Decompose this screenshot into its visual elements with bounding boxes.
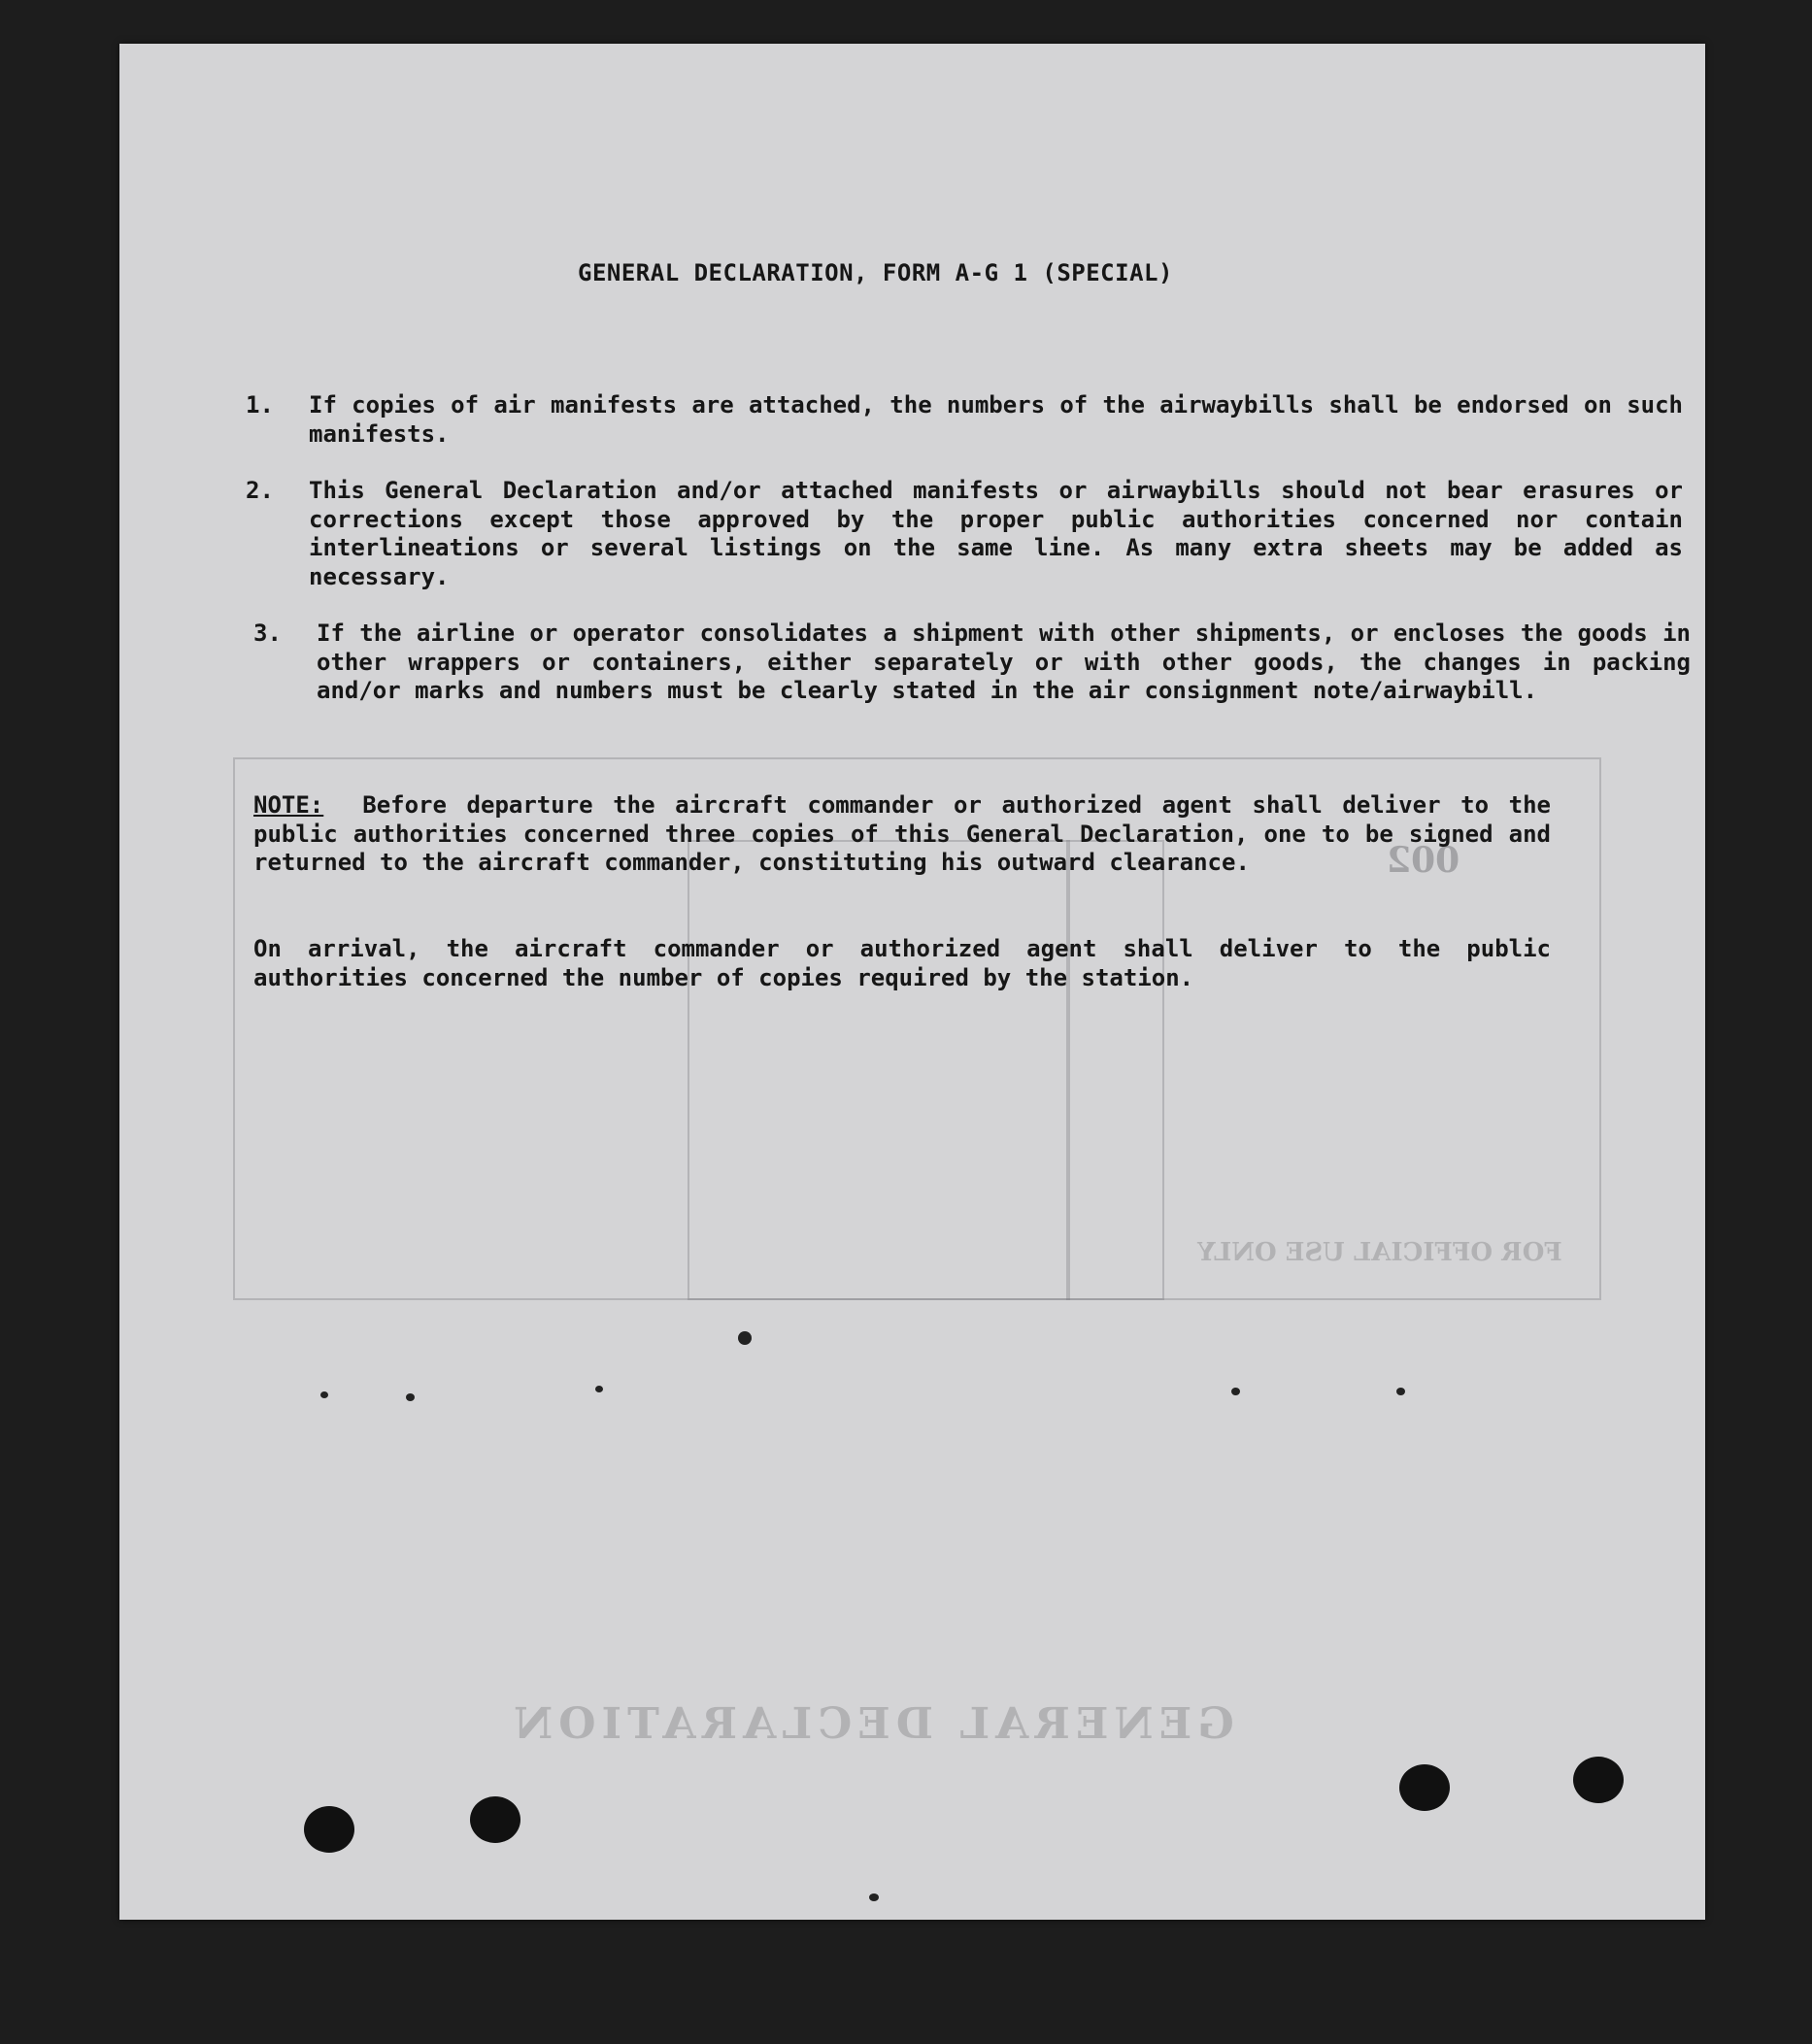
document-title: GENERAL DECLARATION, FORM A-G 1 (SPECIAL) xyxy=(578,259,1173,286)
punch-hole xyxy=(470,1796,520,1843)
bleed-through-heading: GENERAL DECLARATION xyxy=(508,1699,1234,1749)
item-number: 3. xyxy=(253,620,282,647)
ink-speck xyxy=(406,1393,415,1401)
ink-speck xyxy=(738,1331,752,1345)
note-text: Before departure the aircraft commander or authorized agent shall deliver to the public authorities concerned three copies of this General Declaration, one to be signed and returned to the aircraft commander, constituting his outward clearance. xyxy=(253,791,1551,876)
departure-note xyxy=(253,791,1551,878)
document-page xyxy=(119,44,1705,1920)
declaration-instructions xyxy=(119,44,1705,1920)
item-number: 1. xyxy=(246,391,274,419)
bleed-through-number: 002 xyxy=(1387,840,1460,881)
ink-speck xyxy=(595,1386,603,1392)
arrival-note: On arrival, the aircraft commander or authorized agent shall deliver to the public authorities concerned the number of copies required by the station. xyxy=(253,935,1551,991)
bleed-through-official-use: FOR OFFICIAL USE ONLY xyxy=(1197,1238,1562,1267)
punch-hole xyxy=(1573,1757,1624,1803)
punch-hole xyxy=(304,1806,354,1853)
note-label: NOTE: xyxy=(253,791,324,819)
item-number: 2. xyxy=(246,477,274,504)
item-text: This General Declaration and/or attached manifests or airwaybills should not bear erasures or corrections except those approved by the proper public authorities concerned nor contain interlineations or several listings on the same line. As many extra sheets may be added as necessary. xyxy=(309,477,1683,590)
ink-speck xyxy=(869,1893,879,1901)
ink-speck xyxy=(1231,1388,1240,1395)
punch-hole xyxy=(1399,1764,1450,1811)
item-text: If copies of air manifests are attached, the numbers of the airwaybills shall be endorsed on such manifests. xyxy=(309,391,1683,448)
ink-speck xyxy=(1396,1388,1405,1395)
ink-speck xyxy=(320,1391,328,1398)
item-text: If the airline or operator consolidates a shipment with other shipments, or encloses the goods in other wrappers or containers, either separately or with other goods, the changes in packing and/or marks and numbers must be clearly stated in the air consignment note/airwaybill. xyxy=(317,620,1691,704)
